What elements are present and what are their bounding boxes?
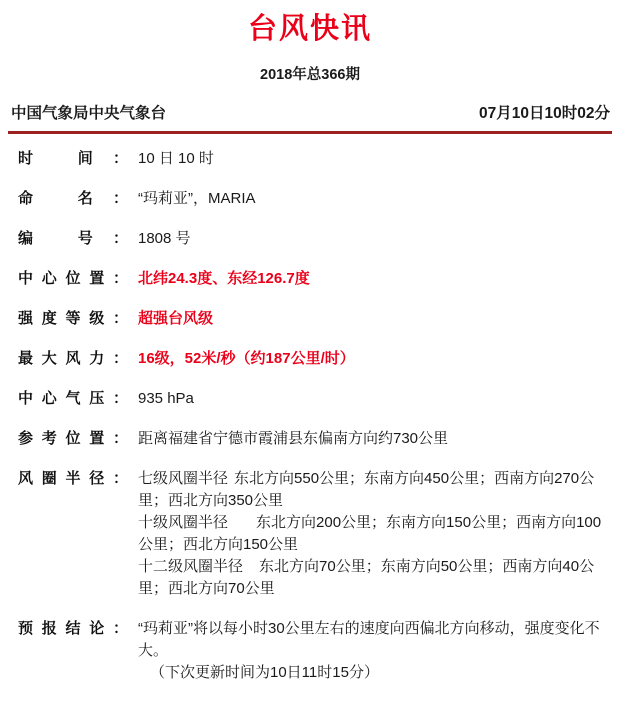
label-colon: ：: [112, 620, 128, 637]
table-row: [0, 428, 612, 450]
row-label-intensity-grade: 强度等级：: [18, 310, 128, 327]
table-row: [0, 308, 612, 330]
wind-radius-tier-10-values: 东北方向200公里；东南方向150公里；西南方向100公里；西北方向150公里: [138, 514, 602, 553]
bulletin-masthead: [0, 0, 620, 85]
label-colon: ：: [112, 150, 128, 167]
label-colon: ：: [112, 270, 128, 287]
label-colon: ：: [112, 430, 128, 447]
row-label-time: 时 间：: [18, 150, 128, 167]
row-label-max-wind: 最大风力：: [18, 350, 128, 367]
table-row-forecast: [0, 618, 612, 684]
row-label-name: 命 名：: [18, 190, 128, 207]
table-row: [0, 148, 612, 170]
row-value-time: 10 日 10 时: [138, 150, 214, 167]
label-colon: ：: [112, 350, 128, 367]
table-row: [0, 268, 612, 290]
label-colon: ：: [112, 470, 128, 487]
row-label-center-position: 中心位置：: [18, 270, 128, 287]
wind-radius-tier-12-label: 十二级风圈半径: [138, 558, 244, 575]
table-row: [0, 348, 612, 370]
label-colon: ：: [112, 190, 128, 207]
label-colon: ：: [112, 390, 128, 407]
row-label-number: 编 号：: [18, 230, 128, 247]
row-value-wind-radius: [138, 468, 612, 600]
row-label-forecast: 预报结论：: [18, 620, 128, 637]
wind-radius-tier-7-values: 东北方向550公里；东南方向450公里；西南方向270公里；西北方向350公里: [138, 470, 595, 509]
table-row: [0, 388, 612, 410]
organization-row: [0, 103, 620, 125]
issue-timestamp: 07月10日10时02分: [479, 105, 610, 122]
issuing-organization: 中国气象局中央气象台: [11, 105, 167, 122]
row-value-reference-position: 距离福建省宁德市霞浦县东偏南方向约730公里: [138, 430, 449, 447]
wind-radius-tier-10: [138, 512, 608, 556]
wind-radius-tier-7-label: 七级风圈半径: [138, 470, 229, 487]
row-value-forecast: [138, 618, 612, 684]
forecast-next-update: （下次更新时间为10日11时15分）: [150, 664, 379, 681]
table-row-wind-radius: [0, 468, 612, 600]
bulletin-table: [0, 148, 620, 684]
label-colon: ：: [112, 230, 128, 247]
row-value-number: 1808 号: [138, 230, 191, 247]
row-value-name: “玛莉亚”，MARIA: [138, 190, 256, 207]
label-colon: ：: [112, 310, 128, 327]
wind-radius-tier-7: [138, 468, 608, 512]
row-label-center-pressure: 中心气压：: [18, 390, 128, 407]
wind-radius-tier-12: [138, 556, 608, 600]
wind-radius-tier-12-values: 东北方向70公里；东南方向50公里；西南方向40公里；西北方向70公里: [138, 558, 595, 597]
row-value-intensity-grade: 超强台风级: [138, 310, 214, 327]
row-value-center-pressure: 935 hPa: [138, 390, 194, 407]
row-value-center-position: 北纬24.3度、东经126.7度: [138, 270, 310, 287]
table-row: [0, 228, 612, 250]
header-divider: [8, 131, 612, 134]
row-label-wind-radius: 风圈半径：: [18, 470, 128, 487]
forecast-text: “玛莉亚”将以每小时30公里左右的速度向西偏北方向移动，强度变化不大。: [138, 620, 600, 659]
issue-number: 2018年总366期: [260, 67, 360, 83]
wind-radius-tier-10-label: 十级风圈半径: [138, 514, 229, 531]
table-row: [0, 188, 612, 210]
row-value-max-wind: 16级，52米/秒（约187公里/时）: [138, 350, 355, 367]
page-title: 台风快讯: [247, 13, 372, 45]
row-label-reference-position: 参考位置：: [18, 430, 128, 447]
